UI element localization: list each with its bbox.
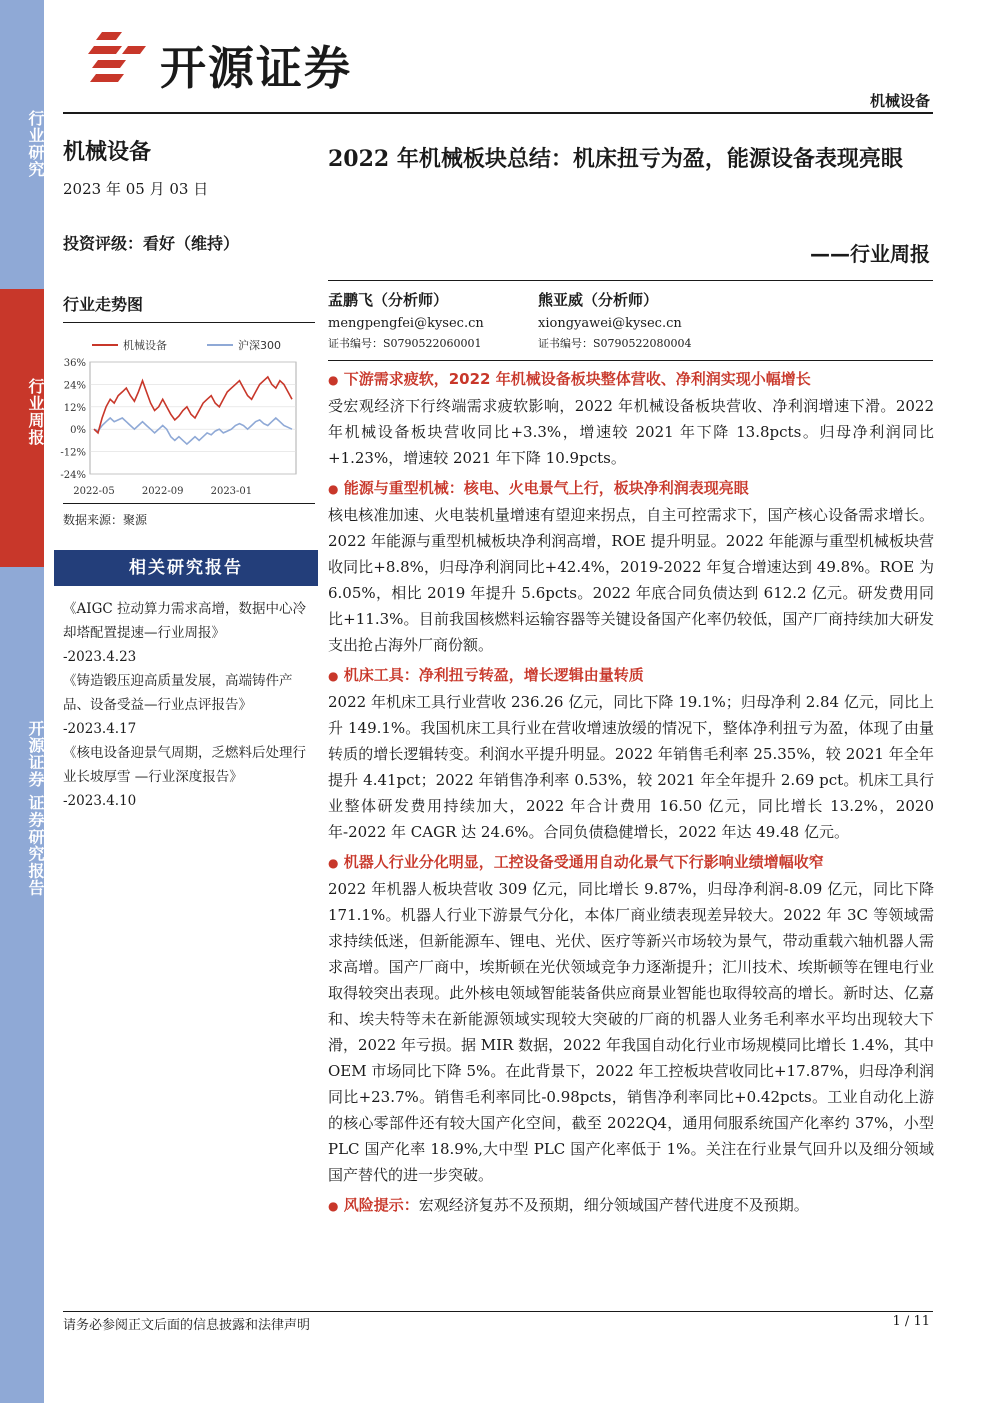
related-report-title[interactable]: 《AIGC 拉动算力需求高增，数据中心冷却塔配置提速—行业周报》 [63, 601, 306, 641]
legend-label: 机械设备 [123, 339, 167, 352]
sidebar-bottom-label: 开源证券 证券研究报告 [26, 719, 45, 897]
section-heading: ● 下游需求疲软，2022 年机械设备板块整体营收、净利润实现小幅增长 [328, 370, 811, 388]
author-cert: 证书编号：S0790522080004 [538, 337, 692, 350]
y-tick-label: 12% [63, 402, 86, 414]
related-reports-title: 相关研究报告 [54, 550, 318, 586]
related-report-date: -2023.4.23 [63, 649, 137, 665]
report-date: 2023 年 05 月 03 日 [63, 180, 209, 198]
y-tick-label: -24% [60, 470, 86, 481]
author-1 [328, 290, 484, 354]
risk-label: ● 风险提示： [328, 1196, 419, 1214]
bullet-icon: ● [328, 856, 339, 870]
sidebar [0, 0, 44, 1403]
report-title: 2022 年机械板块总结：机床扭亏为盈，能源设备表现亮眼 [328, 146, 903, 172]
x-tick-label: 2022-05 [73, 486, 115, 497]
section-body: 2022 年机器人板块营收 309 亿元，同比增长 9.87%，归母净利润-8.09 亿元，同比下降 171.1%。机器人行业下游景气分化，本体厂商业绩表现差异较大。2022 年 3C 等领域需求持续低迷，但新能源车、锂电、光伏、医疗等新兴市场较为景气，带动重载六轴机器人需求高增。国产厂商中，埃斯顿在光伏领域竞争力逐渐提升；汇川技术、埃斯顿等在锂电行业取得较突出表现。此外核电领域智能装备供应商景业智能也取得较高的增长。新时达、亿嘉和、埃夫特等未在新能源领域实现较大突破的厂商的机器人业务毛利率水平均出现较大下滑，2022 年亏损。据 MIR 数据，2022 年我国自动化行业市场规模同比增长 1.4%，其中 OEM 市场同比下降 5%。在此背景下，2022 年工控板块营收同比+17.87%，归母净利润同比+23.7%。销售毛利率同比-0.98pcts，销售净利率同比+0.42pcts。工业自动化上游的核心零部件还有较大国产化空间，截至 2022Q4，通用伺服系统国产化率约 37%，小型 PLC 国产化率 18.9%,大中型 PLC 国产化率低于 1%。关注在行业景气回升以及细分领域国产替代的进一步突破。 [328, 880, 934, 1184]
x-tick-label: 2023-01 [210, 486, 253, 497]
author-2 [538, 290, 692, 354]
bullet-icon: ● [328, 482, 339, 496]
risk-note [328, 1192, 934, 1219]
chart-top-rule [63, 322, 315, 323]
series-line [94, 418, 292, 444]
y-tick-label: 0% [70, 425, 86, 437]
author-email[interactable]: xiongyawei@kysec.cn [538, 316, 682, 331]
section-heading: ● 机床工具：净利扭亏转盈，增长逻辑由量转质 [328, 666, 644, 684]
related-reports-list [63, 597, 318, 813]
x-tick-label: 2022-09 [141, 486, 184, 497]
header-rule [63, 112, 933, 114]
chart-bottom-rule [63, 503, 315, 504]
related-report-date: -2023.4.10 [63, 793, 137, 809]
series-line [94, 377, 292, 433]
author-email[interactable]: mengpengfei@kysec.cn [328, 316, 484, 331]
section-body: 受宏观经济下行终端需求疲软影响，2022 年机械设备板块营收、净利润增速下滑。2022 年机械设备板块营收同比+3.3%，增速较 2021 年下降 13.8pcts。归母净利润同比+1.23%，增速较 2021 年下降 10.9pcts。 [328, 397, 934, 467]
report-type: ——行业周报 [810, 242, 930, 266]
risk-text: 宏观经济复苏不及预期，细分领域国产替代进度不及预期。 [418, 1196, 809, 1214]
sidebar-middle-label: 行业周报 [26, 378, 45, 446]
brand-logo-icon [88, 30, 158, 90]
author-cert: 证书编号：S0790522060001 [328, 337, 482, 350]
legend-label: 沪深300 [238, 339, 281, 352]
author-name: 孟鹏飞（分析师） [328, 291, 449, 309]
authors-top-rule [328, 280, 933, 281]
footer-disclaimer: 请务必参阅正文后面的信息披露和法律声明 [63, 1318, 311, 1333]
authors-bottom-rule [328, 360, 933, 361]
section-body: 核电核准加速、火电装机量增速有望迎来拐点，自主可控需求下，国产核心设备需求增长。2022 年能源与重型机械板块净利润高增，ROE 提升明显。2022 年能源与重型机械板块营收同比+8.8%，归母净利润同比+42.4%，2019-2022 年复合增速达到 49.8%。ROE 为 6.05%，相比 2019 年提升 5.6pcts。2022 年底合同负债达到 612.2 亿元。研发费用同比+11.3%。目前我国核燃料运输容器等关键设备国产化率仍较低，国产厂商持续加大研发支出抢占海外厂商份额。 [328, 506, 934, 654]
related-report-date: -2023.4.17 [63, 721, 137, 737]
section-body: 2022 年机床工具行业营收 236.26 亿元，同比下降 19.1%；归母净利 2.84 亿元，同比上升 149.1%。我国机床工具行业在营收增速放缓的情况下，整体净利扭亏为盈，体现了由量转质的增长逻辑转变。利润水平提升明显。2022 年销售毛利率 25.35%，较 2021 年全年提升 4.41pct；2022 年销售净利率 0.53%，较 2021 年全年提升 2.69 pct。机床工具行业整体研发费用持续加大，2022 年合计费用 16.50 亿元，同比增长 13.2%，2020 年-2022 年 CAGR 达 24.6%。合同负债稳健增长，2022 年达 49.48 亿元。 [328, 693, 934, 841]
author-name: 熊亚威（分析师） [538, 291, 659, 309]
sector-name: 机械设备 [63, 140, 152, 165]
bullet-icon: ● [328, 669, 339, 683]
header-sector-tag: 机械设备 [869, 92, 930, 110]
y-tick-label: 36% [63, 358, 86, 369]
trend-chart [60, 328, 315, 513]
bullet-icon: ● [328, 373, 339, 387]
related-report-title[interactable]: 《核电设备迎景气周期，乏燃料后处理行业长坡厚雪 —行业深度报告》 [63, 745, 306, 785]
brand-name: 开源证券 [160, 41, 352, 95]
trend-chart-title: 行业走势图 [63, 295, 144, 314]
y-tick-label: -12% [60, 447, 86, 459]
footer-rule [63, 1311, 933, 1312]
footer-page-number: 1 / 11 [892, 1314, 930, 1329]
section-heading: ● 机器人行业分化明显，工控设备受通用自动化景气下行影响业绩增幅收窄 [328, 853, 824, 871]
sidebar-top-label: 行业研究 [26, 110, 45, 178]
left-column [63, 135, 318, 315]
section-heading: ● 能源与重型机械：核电、火电景气上行，板块净利润表现亮眼 [328, 479, 749, 497]
report-body [328, 366, 934, 1219]
investment-rating: 投资评级：看好（维持） [63, 234, 240, 253]
related-report-title[interactable]: 《铸造锻压迎高质量发展，高端铸件产品、设备受益—行业点评报告》 [63, 673, 293, 713]
chart-source: 数据来源：聚源 [63, 513, 148, 527]
y-tick-label: 24% [63, 380, 86, 392]
